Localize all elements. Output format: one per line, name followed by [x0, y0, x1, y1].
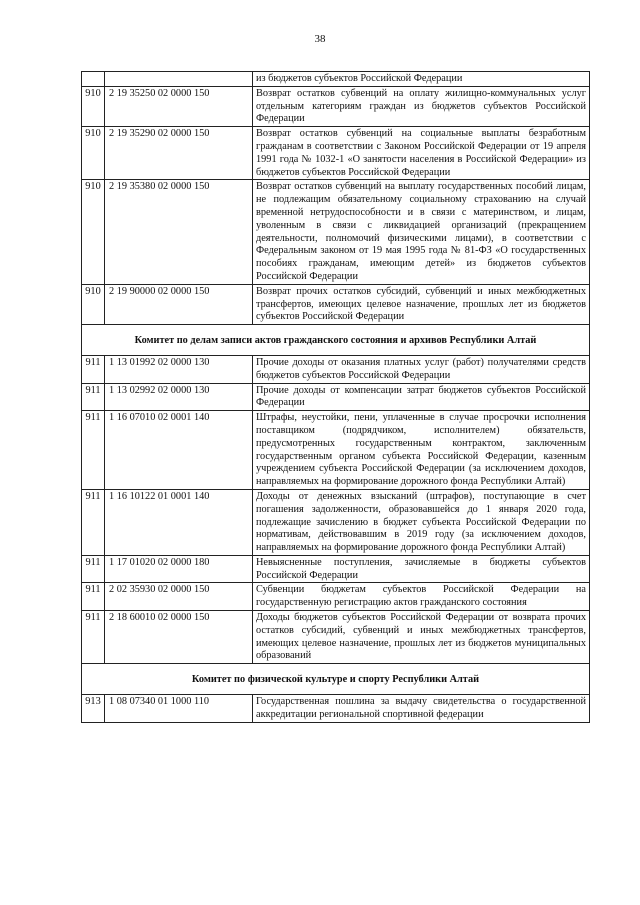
table-row [82, 555, 590, 583]
description-cell: Субвенции бюджетам субъектов Российской Федерации на государственную регистрацию актов гражданского состояния [253, 583, 590, 611]
kbk-code-cell: 1 17 01020 02 0000 180 [105, 555, 253, 583]
description-cell: Прочие доходы от компенсации затрат бюджетов субъектов Российской Федерации [253, 383, 590, 411]
admin-code-cell: 910 [82, 284, 105, 324]
admin-code-cell: 911 [82, 611, 105, 664]
admin-code-cell [82, 72, 105, 87]
revenue-codes-table [81, 71, 590, 723]
kbk-code-cell: 1 16 07010 02 0001 140 [105, 411, 253, 490]
admin-code-cell: 911 [82, 555, 105, 583]
table-row [82, 489, 590, 555]
section-header-row [82, 664, 590, 695]
description-cell: Государственная пошлина за выдачу свидетельства о государственной аккредитации региональной спортивной федерации [253, 695, 590, 723]
description-cell: Возврат остатков субвенций на социальные выплаты безработным гражданам в соответствии с Законом Российской Федерации от 19 апреля 1991 года № 1032-1 «О занятости населения в Российской Федерации» из бюджетов субъектов Российской Федерации [253, 127, 590, 180]
kbk-code-cell: 1 16 10122 01 0001 140 [105, 489, 253, 555]
admin-code-cell: 910 [82, 127, 105, 180]
section-title: Комитет по делам записи актов гражданского состояния и архивов Республики Алтай [82, 325, 590, 356]
admin-code-cell: 911 [82, 411, 105, 490]
kbk-code-cell: 2 19 35380 02 0000 150 [105, 180, 253, 284]
description-cell: Возврат остатков субвенций на выплату государственных пособий лицам, не подлежащим обязательному социальному страхованию на случай временной нетрудоспособности и в связи с материнством, и лицам, уволенным в связи с ликвидацией организаций (прекращением деятельности, полномочий физическими лицами), в соответствии с Федеральным законом от 19 мая 1995 года № 81-ФЗ «О государственных пособиях гражданам, имеющим детей» из бюджетов субъектов Российской Федерации [253, 180, 590, 284]
table-body [82, 72, 590, 723]
table-row [82, 284, 590, 324]
admin-code-cell: 910 [82, 86, 105, 126]
admin-code-cell: 913 [82, 695, 105, 723]
kbk-code-cell: 2 19 35290 02 0000 150 [105, 127, 253, 180]
table-row [82, 72, 590, 87]
description-cell: Доходы бюджетов субъектов Российской Федерации от возврата прочих остатков субсидий, субвенций и иных межбюджетных трансфертов, имеющих целевое назначение, прошлых лет из бюджетов муниципальных образований [253, 611, 590, 664]
table-row [82, 86, 590, 126]
kbk-code-cell: 1 08 07340 01 1000 110 [105, 695, 253, 723]
section-header-row [82, 325, 590, 356]
description-cell: Невыясненные поступления, зачисляемые в бюджеты субъектов Российской Федерации [253, 555, 590, 583]
table-row [82, 355, 590, 383]
kbk-code-cell: 2 18 60010 02 0000 150 [105, 611, 253, 664]
section-title: Комитет по физической культуре и спорту Республики Алтай [82, 664, 590, 695]
table-row [82, 411, 590, 490]
page-number: 38 [314, 33, 326, 45]
table-row [82, 127, 590, 180]
kbk-code-cell: 1 13 01992 02 0000 130 [105, 355, 253, 383]
description-cell: Возврат остатков субвенций на оплату жилищно-коммунальных услуг отдельным категориям граждан из бюджетов субъектов Российской Федерации [253, 86, 590, 126]
kbk-code-cell [105, 72, 253, 87]
admin-code-cell: 911 [82, 583, 105, 611]
kbk-code-cell: 2 02 35930 02 0000 150 [105, 583, 253, 611]
admin-code-cell: 911 [82, 383, 105, 411]
description-cell: Возврат прочих остатков субсидий, субвенций и иных межбюджетных трансфертов, имеющих целевое назначение, прошлых лет из бюджетов субъектов Российской Федерации [253, 284, 590, 324]
description-cell: Доходы от денежных взысканий (штрафов), поступающие в счет погашения задолженности, образовавшейся до 1 января 2020 года, подлежащие зачислению в бюджет субъекта Российской Федерации по нормативам, действовавшим в 2019 году (за исключением доходов, направляемых на формирование дорожного фонда Республики Алтай) [253, 489, 590, 555]
kbk-code-cell: 2 19 35250 02 0000 150 [105, 86, 253, 126]
description-cell: из бюджетов субъектов Российской Федерации [253, 72, 590, 87]
description-cell: Штрафы, неустойки, пени, уплаченные в случае просрочки исполнения поставщиком (подрядчиком, исполнителем) обязательств, предусмотренных государственным контрактом, заключенным государственным органом субъекта Российской Федерации, казенным учреждением субъекта Российской Федерации (за исключением доходов, направляемых на формирование дорожного фонда Республики Алтай) [253, 411, 590, 490]
table-row [82, 611, 590, 664]
admin-code-cell: 910 [82, 180, 105, 284]
table-row [82, 383, 590, 411]
description-cell: Прочие доходы от оказания платных услуг (работ) получателями средств бюджетов субъектов Российской Федерации [253, 355, 590, 383]
table-row [82, 583, 590, 611]
kbk-code-cell: 2 19 90000 02 0000 150 [105, 284, 253, 324]
table-row [82, 180, 590, 284]
admin-code-cell: 911 [82, 489, 105, 555]
table-row [82, 695, 590, 723]
admin-code-cell: 911 [82, 355, 105, 383]
kbk-code-cell: 1 13 02992 02 0000 130 [105, 383, 253, 411]
